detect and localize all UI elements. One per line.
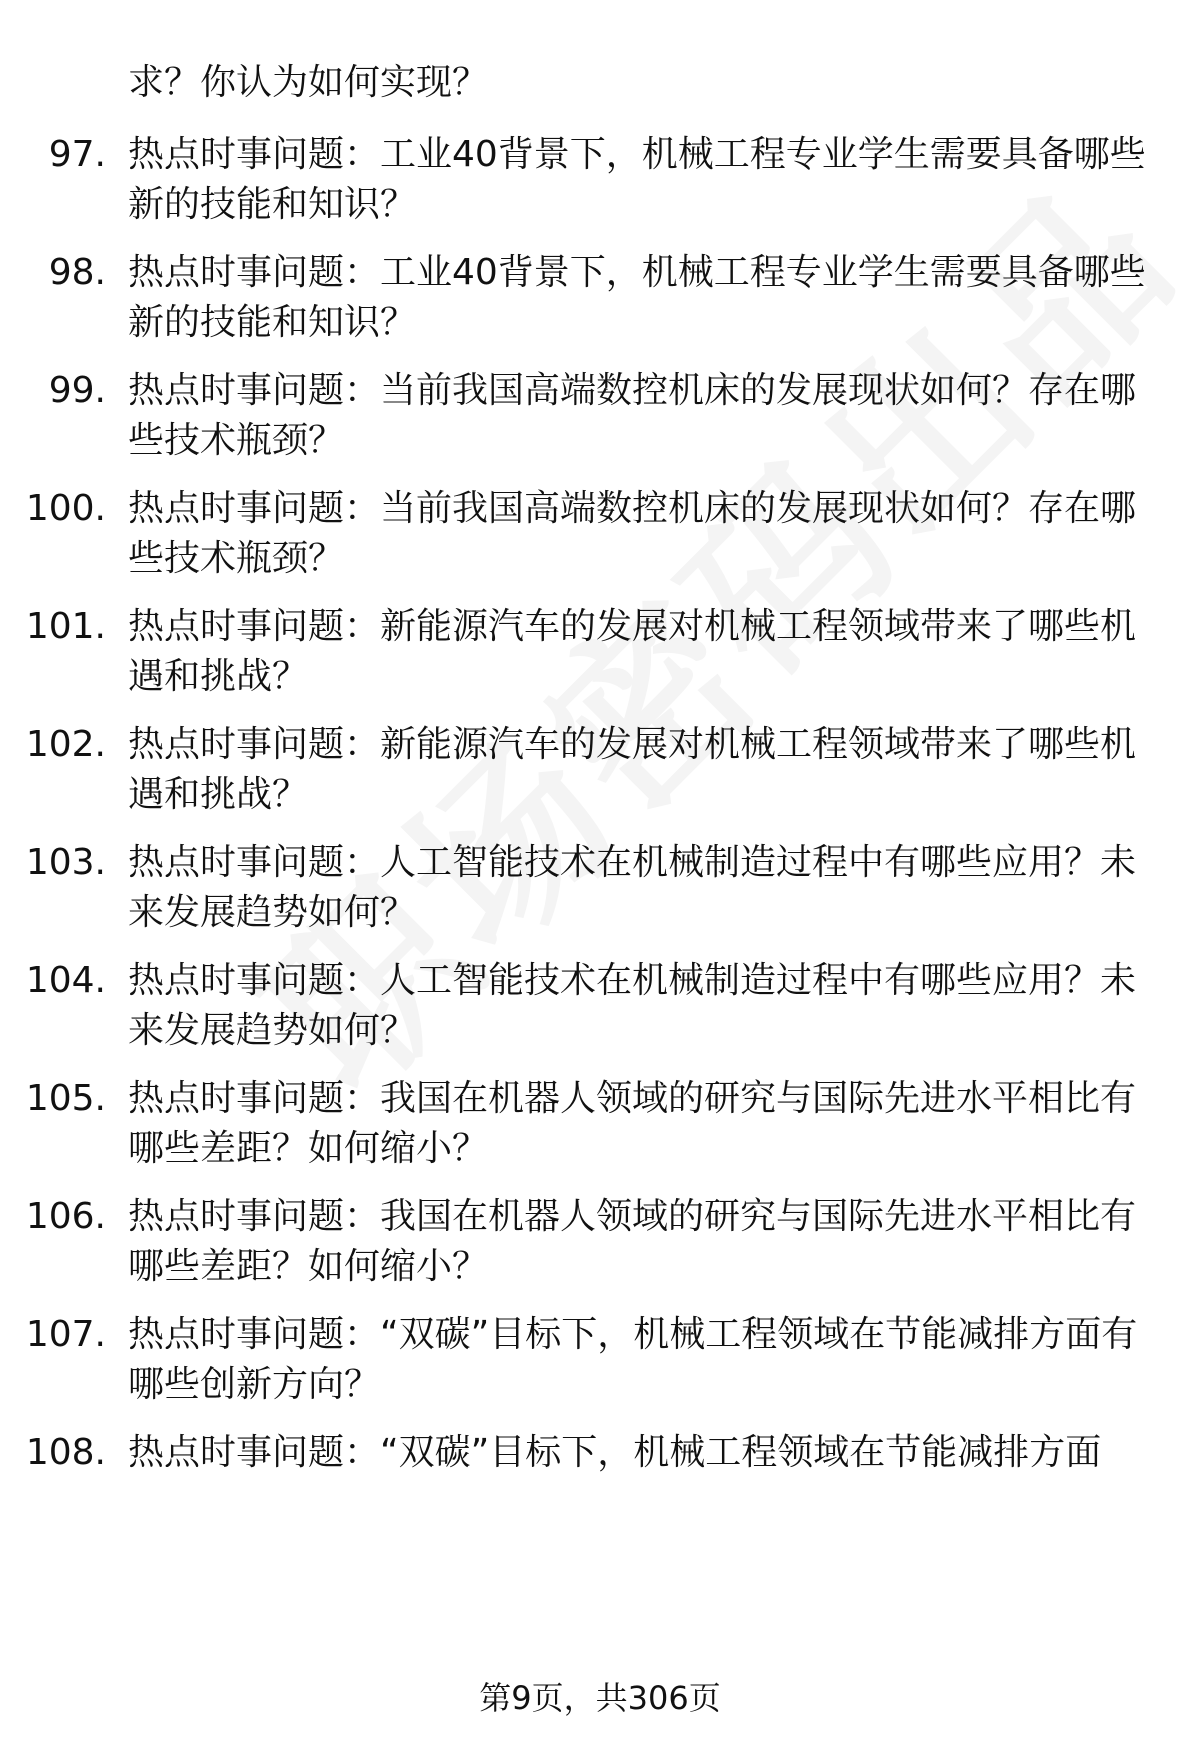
item-text: 热点时事问题：工业40背景下，机械工程专业学生需要具备哪些新的技能和知识？ [128,252,1146,343]
item-text: 热点时事问题：当前我国高端数控机床的发展现状如何？存在哪些技术瓶颈？ [128,370,1137,461]
item-text: 热点时事问题：人工智能技术在机械制造过程中有哪些应用？未来发展趋势如何？ [128,842,1137,933]
item-number: 99. [48,370,106,411]
item-text: 热点时事问题：“双碳”目标下，机械工程领域在节能减排方面 [128,1432,1102,1473]
item-number: 97. [48,134,106,175]
item-number: 108. [25,1432,106,1473]
item-number: 98. [48,252,106,293]
page-footer: 第9页，共306页 [479,1679,721,1717]
item-text: 热点时事问题：“双碳”目标下，机械工程领域在节能减排方面有哪些创新方向？ [128,1314,1138,1405]
item-number: 106. [25,1196,106,1237]
item-text: 热点时事问题：新能源汽车的发展对机械工程领域带来了哪些机遇和挑战？ [128,606,1137,697]
item-text: 热点时事问题：我国在机器人领域的研究与国际先进水平相比有哪些差距？如何缩小？ [128,1196,1137,1287]
item-number: 107. [25,1314,106,1355]
item-number: 103. [25,842,106,883]
item-number: 102. [25,724,106,765]
item-text: 热点时事问题：工业40背景下，机械工程专业学生需要具备哪些新的技能和知识？ [128,134,1146,225]
item-text: 热点时事问题：我国在机器人领域的研究与国际先进水平相比有哪些差距？如何缩小？ [128,1078,1137,1169]
item-number: 101. [25,606,106,647]
item-text: 热点时事问题：当前我国高端数控机床的发展现状如何？存在哪些技术瓶颈？ [128,488,1137,579]
item-text: 热点时事问题：新能源汽车的发展对机械工程领域带来了哪些机遇和挑战？ [128,724,1137,815]
continuation-text: 求？你认为如何实现？ [128,62,489,103]
item-number: 100. [25,488,106,529]
item-text: 热点时事问题：人工智能技术在机械制造过程中有哪些应用？未来发展趋势如何？ [128,960,1137,1051]
item-number: 104. [25,960,106,1001]
item-number: 105. [25,1078,106,1119]
